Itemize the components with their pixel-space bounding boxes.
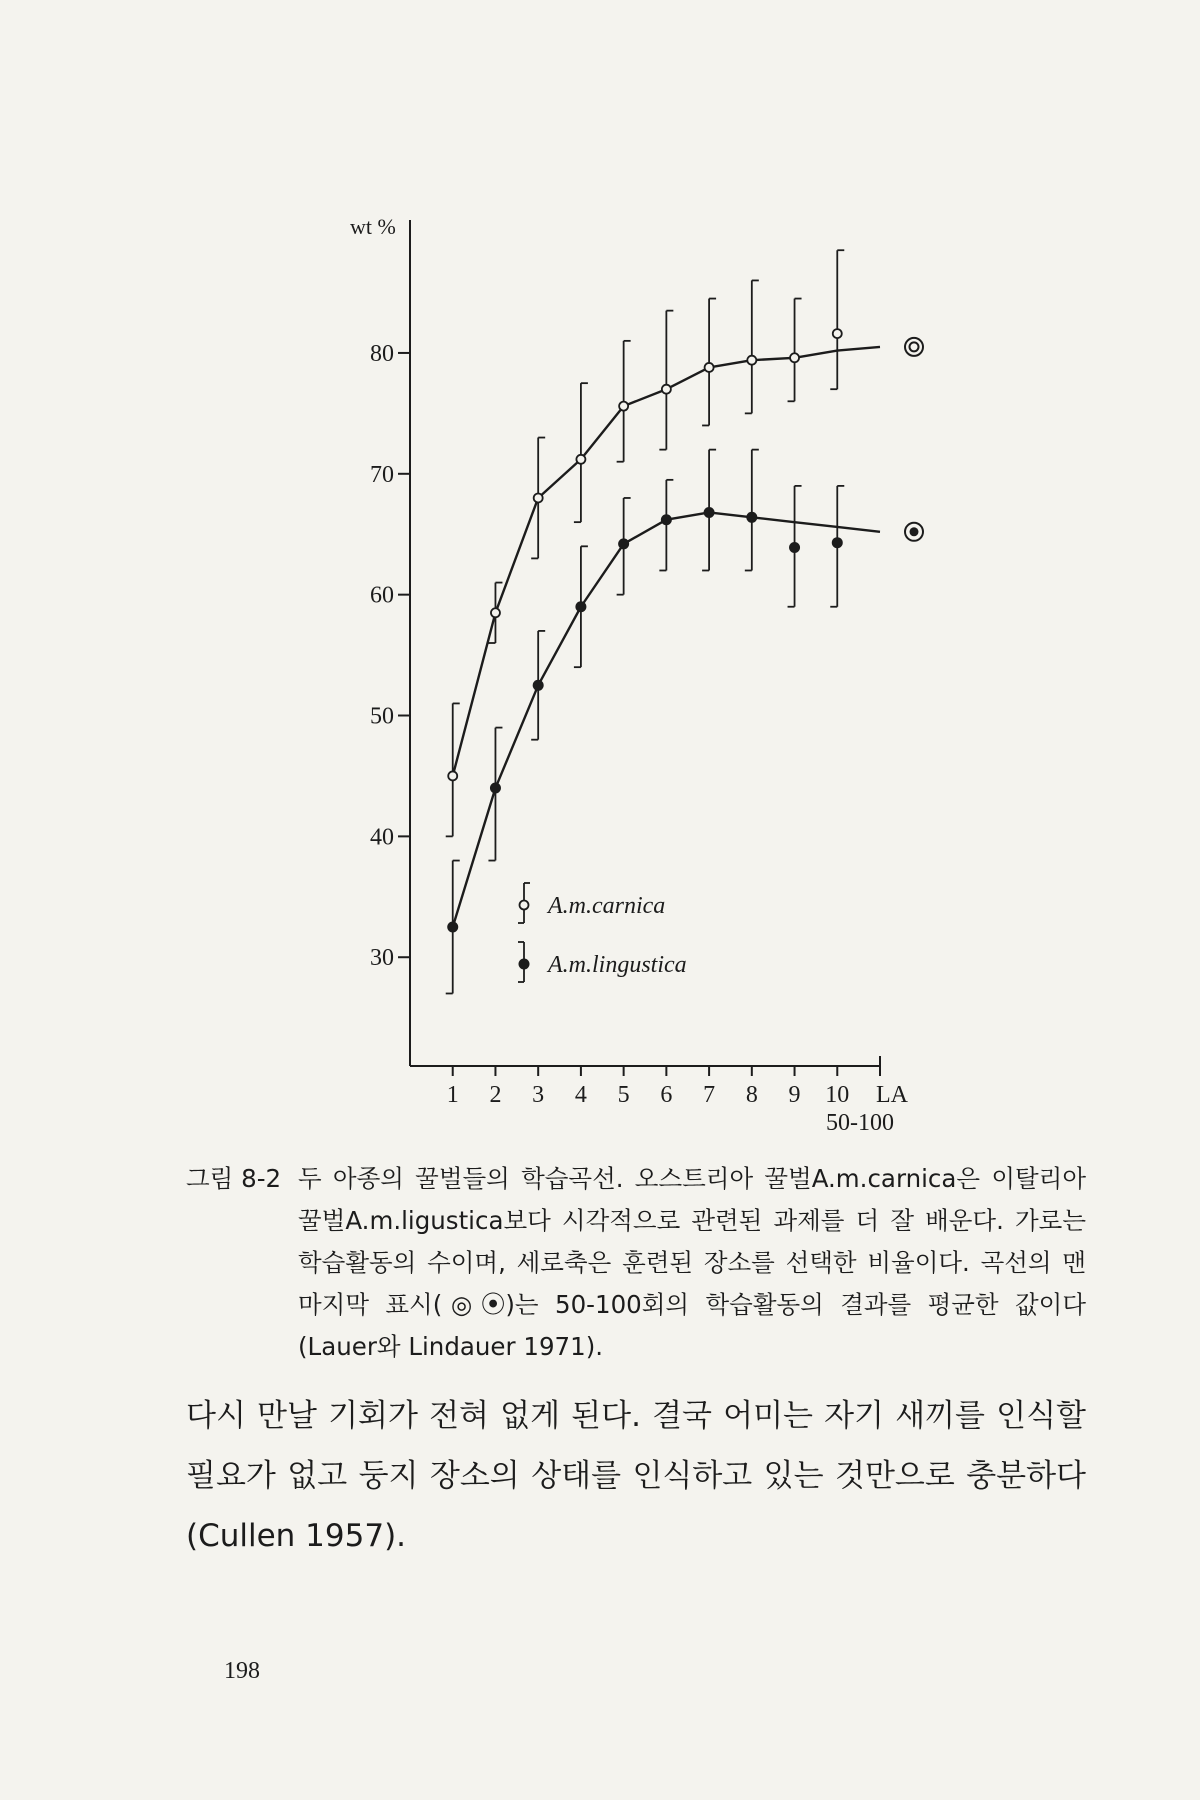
legend-label: A.m.carnica xyxy=(548,893,666,919)
data-point xyxy=(448,771,457,780)
y-tick-label: 80 xyxy=(370,340,394,367)
y-tick-label: 60 xyxy=(370,582,394,609)
legend-label: A.m.lingustica xyxy=(548,952,687,978)
x-tick-label: 6 xyxy=(660,1082,673,1108)
x-tick-sublabel: 50-100 xyxy=(826,1110,894,1136)
data-point xyxy=(534,493,543,502)
x-tick-label: 7 xyxy=(703,1082,716,1108)
x-tick-label: 9 xyxy=(788,1082,801,1108)
figure-caption xyxy=(186,1158,1086,1368)
y-tick-label: 50 xyxy=(370,703,394,730)
x-tick-label: 5 xyxy=(617,1082,630,1108)
series-lingustica xyxy=(446,450,923,994)
data-point xyxy=(833,329,842,338)
x-tick-label-la: LA xyxy=(876,1082,908,1108)
page-number: 198 xyxy=(224,1658,260,1684)
lla-marker-inner xyxy=(910,342,919,351)
y-tick-label: 30 xyxy=(370,945,394,972)
series-carnica xyxy=(446,250,923,836)
figure-caption-label: 그림 8-2 xyxy=(186,1164,282,1193)
x-tick-label: 10 xyxy=(825,1082,850,1108)
x-tick-label: 8 xyxy=(745,1082,758,1108)
x-tick-label: 2 xyxy=(489,1082,502,1108)
data-point xyxy=(619,402,628,411)
lla-marker-inner xyxy=(910,527,919,536)
data-point xyxy=(832,537,843,548)
legend-marker xyxy=(520,901,529,910)
data-point xyxy=(533,680,544,691)
chart-series xyxy=(446,250,923,993)
x-tick-label: 1 xyxy=(446,1082,459,1108)
data-point xyxy=(705,363,714,372)
legend-marker xyxy=(519,959,530,970)
figure-caption-text: 두 아종의 꿀벌들의 학습곡선. 오스트리아 꿀벌A.m.carnica은 이탈리아 꿀벌A.m.ligustica보다 시각적으로 관련된 과제를 더 잘 배운다. 가로는 학습활동의 수이며, 세로축은 훈련된 장소를 선택한 비율이다. 곡선의 맨 마지막 표시(◎⦿)는 50-100회의 학습활동의 결과를 평균한 값이다 (Lauer와 Lindauer 1971). xyxy=(298,1164,1086,1361)
data-point xyxy=(746,512,757,523)
data-point xyxy=(704,507,715,518)
data-point xyxy=(618,538,629,549)
data-point xyxy=(790,353,799,362)
legend-item-carnica xyxy=(518,883,665,923)
chart-legend xyxy=(518,883,687,982)
data-point xyxy=(575,601,586,612)
data-point xyxy=(576,455,585,464)
x-tick-label: 4 xyxy=(574,1082,587,1108)
data-point xyxy=(661,514,672,525)
x-tick-label: 3 xyxy=(532,1082,545,1108)
y-axis-label: wt % xyxy=(350,214,396,239)
body-paragraph: 다시 만날 기회가 전혀 없게 된다. 결국 어미는 자기 새끼를 인식할 필요가 없고 둥지 장소의 상태를 인식하고 있는 것만으로 충분하다 (Cullen 1957). xyxy=(186,1398,1086,1554)
data-point xyxy=(491,608,500,617)
lla-marker-outer xyxy=(905,338,923,356)
data-point xyxy=(490,783,501,794)
data-point xyxy=(747,356,756,365)
legend-item-lingustica xyxy=(518,942,687,982)
data-point xyxy=(789,542,800,553)
series-line xyxy=(453,512,880,927)
y-tick-label: 40 xyxy=(370,824,394,851)
data-point xyxy=(662,385,671,394)
data-point xyxy=(447,922,458,933)
y-tick-label: 70 xyxy=(370,461,394,488)
